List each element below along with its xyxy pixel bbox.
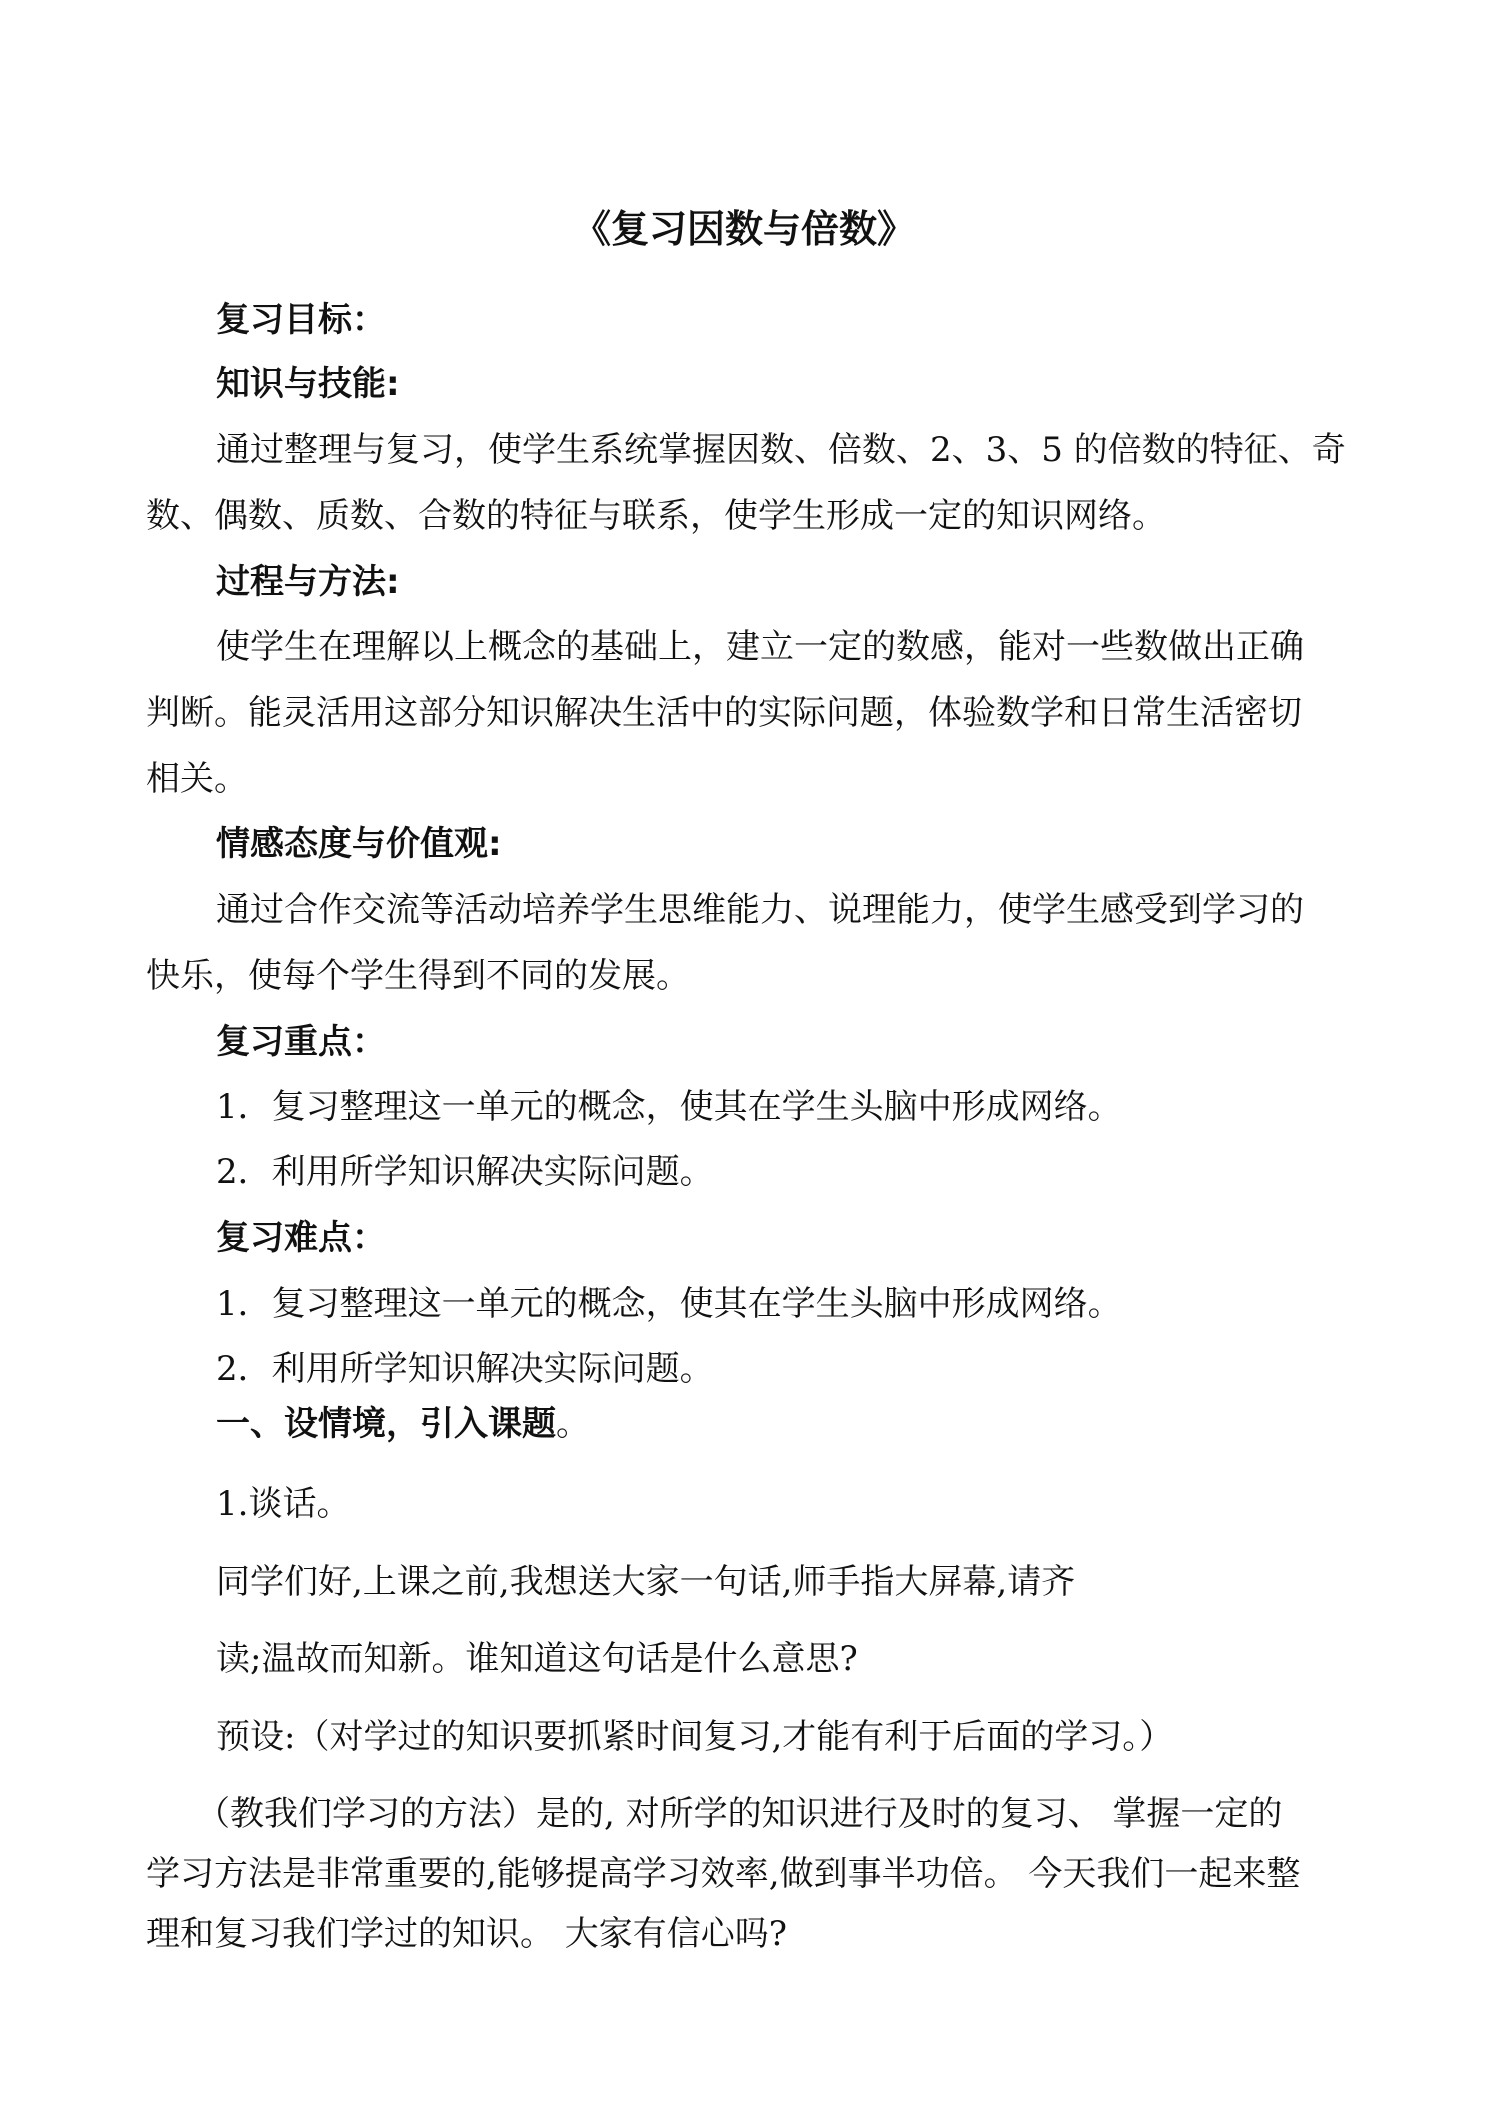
difficulty-item: 1．复习整理这一单元的概念，使其在学生头脑中形成网络。 xyxy=(216,1284,1122,1324)
section1-heading xyxy=(216,1402,590,1446)
process-text-line: 使学生在理解以上概念的基础上，建立一定的数感，能对一些数做出正确 xyxy=(216,627,1304,667)
objectives-heading: 复习目标： xyxy=(216,300,386,340)
section1-text-line: 读;温故而知新。谁知道这句话是什么意思? xyxy=(216,1639,858,1679)
knowledge-text-line: 数、偶数、质数、合数的特征与联系，使学生形成一定的知识网络。 xyxy=(146,496,1166,536)
key-point-item: 2．利用所学知识解决实际问题。 xyxy=(216,1152,714,1192)
section1-heading-text: 一、设情境，引入课题 xyxy=(216,1404,556,1444)
section1-heading-end: 。 xyxy=(556,1404,590,1444)
knowledge-heading: 知识与技能: xyxy=(216,364,400,404)
emotion-text-line: 通过合作交流等活动培养学生思维能力、说理能力，使学生感受到学习的 xyxy=(216,890,1304,930)
section1-text-line: （教我们学习的方法）是的, 对所学的知识进行及时的复习、 掌握一定的 xyxy=(196,1794,1283,1834)
key-point-item: 1．复习整理这一单元的概念，使其在学生头脑中形成网络。 xyxy=(216,1087,1122,1127)
section1-text-line: 理和复习我们学过的知识。 大家有信心吗? xyxy=(146,1914,788,1954)
process-text-line: 相关。 xyxy=(146,759,248,799)
key-points-heading: 复习重点： xyxy=(216,1022,386,1062)
process-heading: 过程与方法: xyxy=(216,562,400,602)
talk-label: 1.谈话。 xyxy=(216,1484,351,1524)
section1-text-line: 学习方法是非常重要的,能够提高学习效率,做到事半功倍。 今天我们一起来整 xyxy=(146,1854,1301,1894)
section1-text-line: 同学们好,上课之前,我想送大家一句话,师手指大屏幕,请齐 xyxy=(216,1562,1076,1602)
emotion-heading: 情感态度与价值观: xyxy=(216,824,502,864)
difficulties-heading: 复习难点： xyxy=(216,1218,386,1258)
emotion-text-line: 快乐，使每个学生得到不同的发展。 xyxy=(146,956,690,996)
process-text-line: 判断。能灵活用这部分知识解决生活中的实际问题，体验数学和日常生活密切 xyxy=(146,693,1302,733)
difficulty-item: 2．利用所学知识解决实际问题。 xyxy=(216,1349,714,1389)
preset-text: 预设:（对学过的知识要抓紧时间复习,才能有利于后面的学习。） xyxy=(216,1717,1174,1757)
knowledge-text-line: 通过整理与复习，使学生系统掌握因数、倍数、2、3、5 的倍数的特征、奇 xyxy=(216,430,1346,470)
document-title: 《复习因数与倍数》 xyxy=(572,207,915,251)
